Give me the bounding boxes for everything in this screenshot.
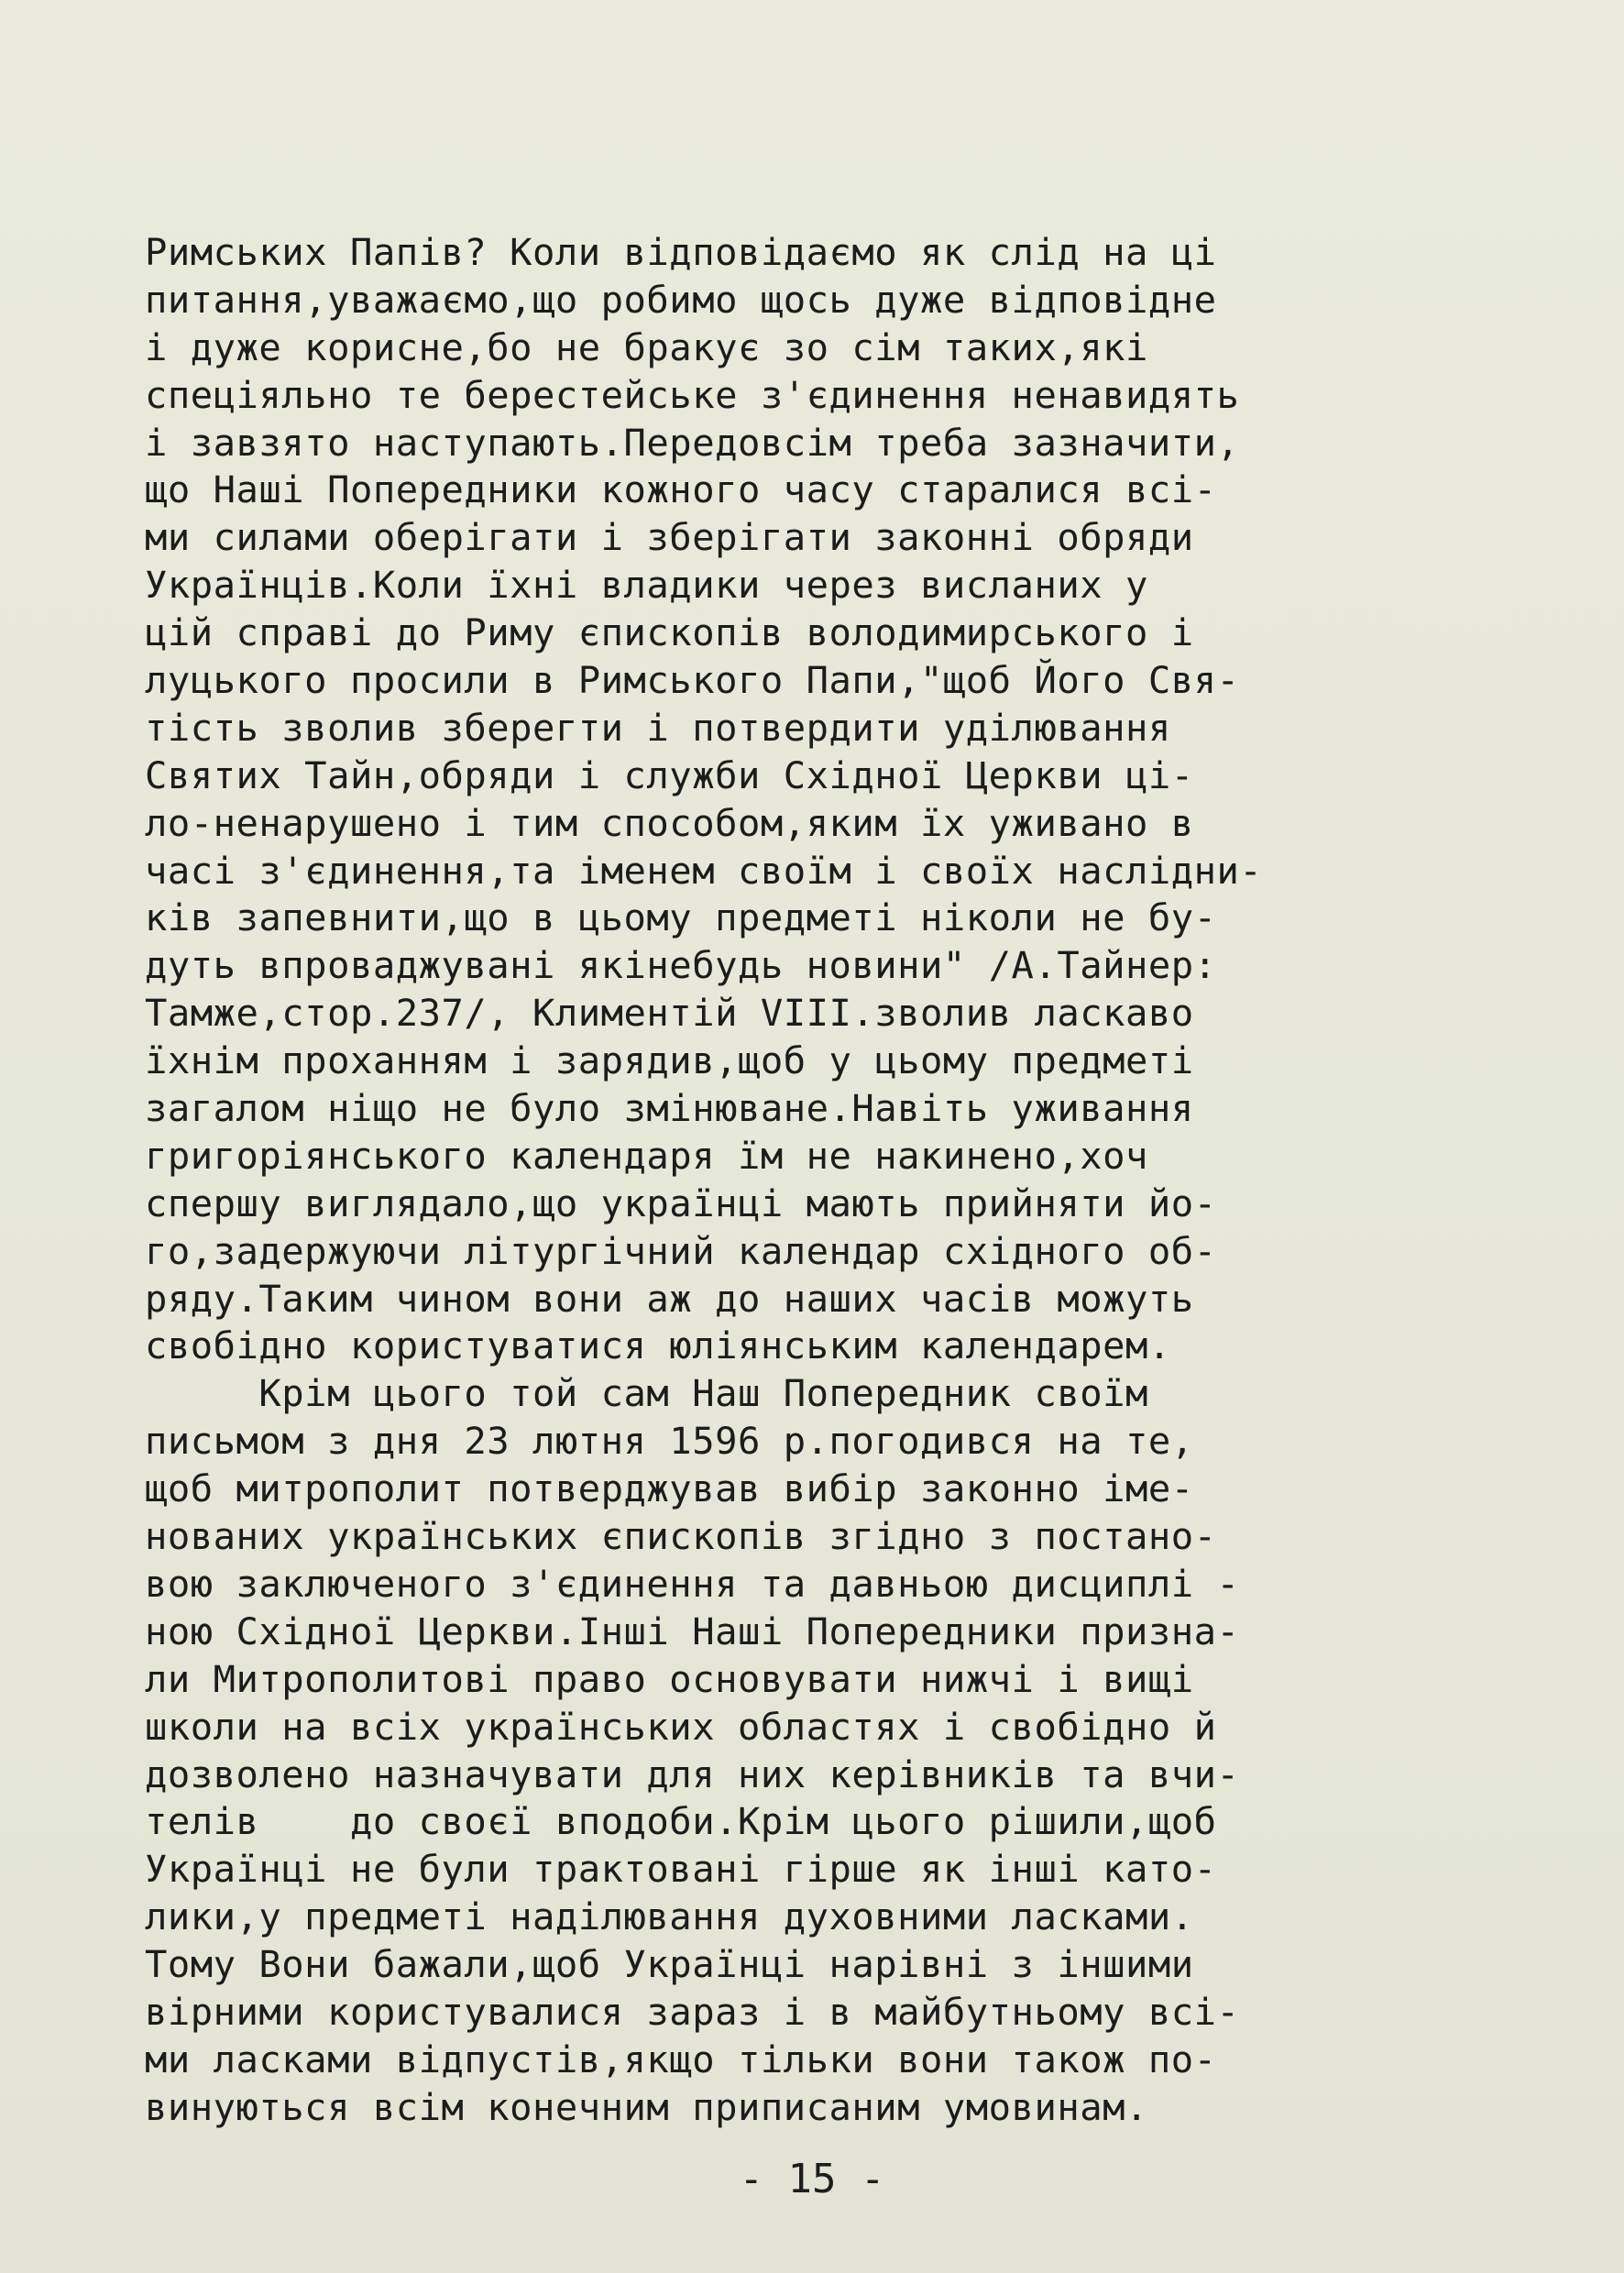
text-line: школи на всіх українських областях і свобідно й [145, 1704, 1217, 1749]
text-line: ряду.Таким чином вони аж до наших часів можуть [145, 1276, 1194, 1321]
text-line: ли Митрополитові право основувати нижчі і вищі [145, 1656, 1194, 1701]
text-line: дуть впроваджувані якінебудь новини" /А.Тайнер: [145, 943, 1217, 988]
text-line: лики,у предметі наділювання духовними ласками. [145, 1894, 1194, 1939]
text-line: Римських Папів? Коли відповідаємо як слід на ці [145, 230, 1217, 274]
text-line: ми ласками відпустів,якщо тільки вони також по- [145, 2037, 1217, 2081]
text-line: їхнім проханням і зарядив,щоб у цьому предметі [145, 1038, 1194, 1083]
text-line: загалом ніщо не було змінюване.Навіть уживання [145, 1086, 1194, 1131]
text-line: ків запевнити,що в цьому предметі ніколи не бу- [145, 895, 1217, 940]
text-line: ною Східної Церкви.Інші Наші Попередники призна- [145, 1609, 1240, 1653]
text-line: тість зволив зберегти і потвердити уділювання [145, 705, 1171, 750]
text-line: Тому Вони бажали,щоб Українці нарівні з іншими [145, 1942, 1194, 1987]
text-line: Святих Тайн,обряди і служби Східної Церкви ці- [145, 752, 1194, 797]
text-line: ми силами оберігати і зберігати законні обряди [145, 515, 1194, 560]
text-line: питання,уважаємо,що робимо щось дуже відповідне [145, 277, 1217, 322]
text-line: що Наші Попередники кожного часу старалися всі- [145, 467, 1217, 512]
text-line: Тамже,стор.237/, Климентій VIII.зволив ласкаво [145, 991, 1194, 1036]
text-line: Українці не були трактовані гірше як інші като- [145, 1847, 1217, 1892]
text-line: григоріянського календаря їм не накинено,хоч [145, 1133, 1148, 1178]
body-text [145, 229, 1556, 2132]
text-line: телів до своєї вподоби.Крім цього рішили,щоб [145, 1799, 1217, 1844]
text-line: спершу виглядало,що українці мають прийняти йо- [145, 1180, 1217, 1225]
text-line: вірними користувалися зараз і в майбутньому всі- [145, 1989, 1240, 2034]
text-line: нованих українських єпископів згідно з постано- [145, 1514, 1217, 1559]
page-number: - 15 - [739, 2156, 885, 2202]
text-line: і завзято наступають.Передовсім треба зазначити, [145, 420, 1240, 465]
text-line: Крім цього той сам Наш Попередник своїм [145, 1371, 1148, 1416]
text-line: письмом з дня 23 лютня 1596 р.погодився на те, [145, 1419, 1194, 1464]
text-line: го,задержуючи літургічний календар східного об- [145, 1228, 1217, 1273]
text-line: цій справі до Риму єпископів володимирського і [145, 610, 1194, 655]
text-line: винуються всім конечним приписаним умовинам. [145, 2084, 1148, 2129]
text-line: луцького просили в Римського Папи,"щоб Його Свя- [145, 658, 1240, 703]
text-line: щоб митрополит потверджував вибір законно іме- [145, 1466, 1194, 1511]
text-line: свобідно користуватися юліянським календарем. [145, 1323, 1171, 1368]
text-line: Українців.Коли їхні владики через висланих у [145, 563, 1148, 608]
text-line: і дуже корисне,бо не бракує зо сім таких,які [145, 324, 1148, 369]
text-line: спеціяльно те берестейське з'єдинення ненавидять [145, 372, 1240, 417]
text-line: ло-ненарушено і тим способом,яким їх уживано в [145, 800, 1194, 845]
text-line: дозволено назначувати для них керівників та вчи- [145, 1751, 1240, 1796]
text-line: вою заключеного з'єдинення та давньою дисциплі - [145, 1561, 1240, 1606]
text-line: часі з'єдинення,та іменем своїм і своїх наслідни- [145, 848, 1263, 893]
